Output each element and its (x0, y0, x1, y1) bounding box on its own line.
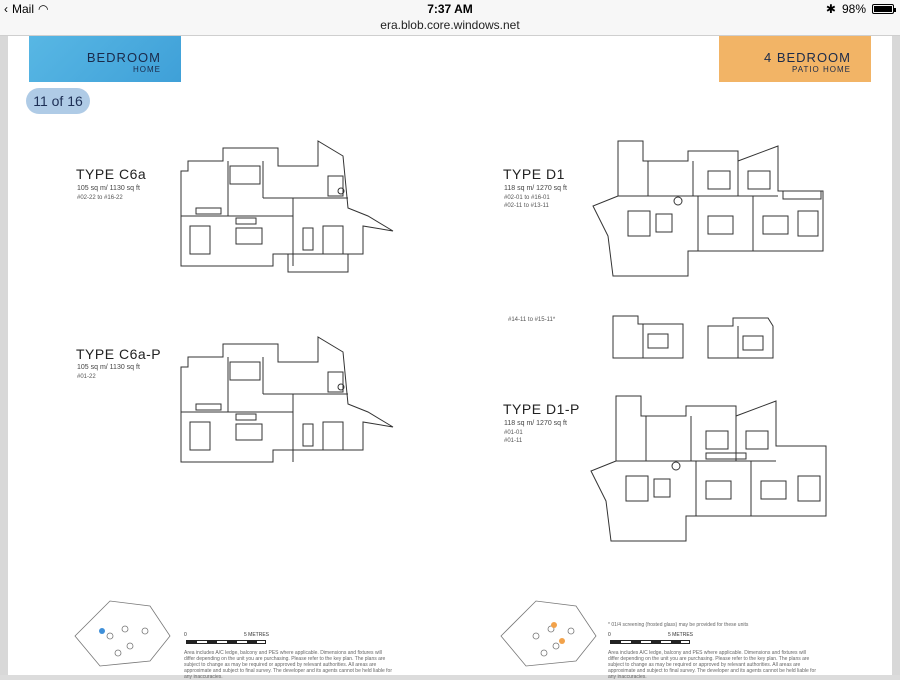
header-left-subtitle: HOME (133, 65, 161, 74)
scale-label-left: 5 METRES (244, 632, 270, 638)
keyplan-highlight (559, 638, 565, 644)
document-viewer[interactable] (0, 36, 900, 680)
status-bar (0, 0, 900, 18)
plan-units-d1 (504, 194, 550, 210)
unit-range: #01-01 (504, 430, 523, 436)
plan-area-d1p: 118 sq m/ 1270 sq ft (504, 420, 567, 427)
header-right-title: 4 BEDROOM (763, 50, 851, 65)
back-chevron-icon[interactable]: ‹ (4, 2, 8, 16)
keyplan-highlight (551, 622, 557, 628)
keyplan-highlight (99, 628, 105, 634)
page-indicator: 11 of 16 (26, 88, 90, 114)
battery-percent: 98% (841, 2, 866, 16)
plan-title-d1: TYPE D1 (503, 166, 565, 182)
floorplan-c6ap (178, 332, 408, 472)
floorplan-d1 (588, 136, 828, 286)
disclaimer-left: Area includes A/C ledge, balcony and PES where applicable. Dimensions and fixtures will differ depending on the unit you are purchasing. Please refer to the key plan. The plans are subject to change as may be required or approved by relevant authorities. All areas are approximate and subject to final survey. The developer and its agents cannot be held liable for any inaccuracies. (184, 650, 393, 680)
plan-title-d1p: TYPE D1-P (503, 401, 580, 417)
header-band-right (719, 36, 871, 82)
plan-title-c6a: TYPE C6a (76, 166, 147, 182)
bluetooth-icon: ✱ (825, 2, 836, 16)
header-band-left (29, 36, 181, 82)
plan-area-c6ap: 105 sq m/ 1130 sq ft (77, 364, 140, 371)
unit-range: #01-22 (77, 374, 96, 380)
header-right-subtitle: PATIO HOME (791, 65, 851, 74)
url-bar[interactable]: era.blob.core.windows.net (0, 18, 900, 36)
plan-units-d1p (504, 429, 523, 445)
back-to-app-link[interactable]: Mail (12, 2, 35, 16)
scale-zero-left: 0 (184, 632, 187, 638)
plan-d1-mid-label: #14-11 to #15-11* (508, 317, 556, 323)
unit-range: #02-11 to #13-11 (504, 203, 549, 209)
floorplan-c6a (178, 136, 408, 286)
wifi-icon: ◠ (38, 2, 49, 16)
scale-bar-left (186, 640, 266, 644)
unit-range: #02-22 to #16-22 (77, 195, 123, 201)
disclaimer-star: * 01/4 screening (frosted glass) may be provided for these units (608, 622, 749, 628)
plan-units-c6a (77, 194, 123, 202)
unit-range: #02-01 to #16-01 (504, 195, 550, 201)
plan-area-d1: 118 sq m/ 1270 sq ft (504, 185, 567, 192)
plan-title-c6ap: TYPE C6a-P (76, 346, 162, 362)
plan-units-c6ap (77, 373, 96, 381)
keyplan-right (496, 591, 606, 671)
keyplan-left (70, 591, 180, 671)
header-left-title: BEDROOM (86, 50, 161, 65)
scale-zero-right: 0 (608, 632, 611, 638)
plan-area-c6a: 105 sq m/ 1130 sq ft (77, 185, 140, 192)
clock: 7:37 AM (427, 2, 473, 16)
floorplan-d1-upper (608, 306, 778, 362)
battery-fill (874, 6, 892, 12)
scale-label-right: 5 METRES (668, 632, 694, 638)
unit-range: #01-11 (504, 438, 523, 444)
scale-bar-right (610, 640, 690, 644)
brochure-page (8, 36, 892, 680)
floorplan-d1p (586, 391, 831, 551)
disclaimer-right: Area includes A/C ledge, balcony and PES where applicable. Dimensions and fixtures will differ depending on the unit you are purchasing. Please refer to the key plan. The plans are subject to change as may be required or approved by relevant authorities. All areas are approximate and subject to final survey. The developer and its agents cannot be held liable for any inaccuracies. (608, 650, 817, 680)
status-right (826, 2, 894, 16)
battery-icon (872, 4, 894, 14)
